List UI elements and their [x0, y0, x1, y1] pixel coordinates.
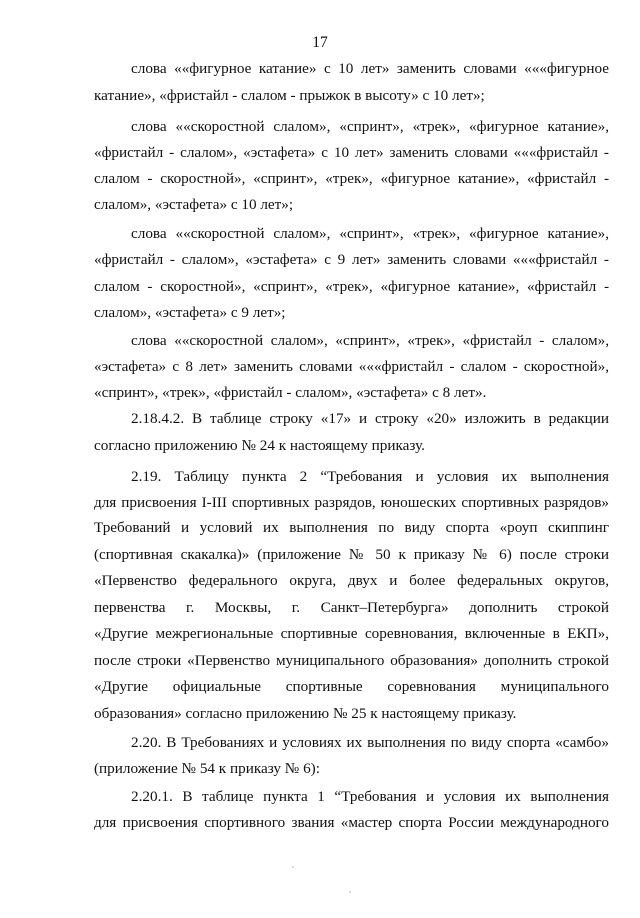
paragraph-line: «Другие межрегиональные спортивные соревнования, включенные в ЕКП»,: [94, 625, 609, 642]
paragraph-line: «фристайл - слалом», «эстафета» с 9 лет» заменить словами «««фристайл -: [94, 251, 609, 268]
paragraph-line: слова ««скоростной слалом», «спринт», «трек», «фигурное катание»,: [131, 225, 609, 242]
paragraph-line: для присвоения спортивного звания «мастер спорта России международного: [94, 814, 609, 831]
paragraph-line: согласно приложению № 24 к настоящему приказу.: [94, 437, 425, 454]
paragraph-line: слова ««фигурное катание» с 10 лет» заменить словами «««фигурное: [131, 60, 609, 77]
paragraph-line: после строки «Первенство муниципального образования» дополнить строкой: [94, 652, 609, 669]
paragraph-line: «фристайл - слалом», «эстафета» с 10 лет» заменить словами «««фристайл -: [94, 144, 609, 161]
paragraph-line: образования» согласно приложению № 25 к настоящему приказу.: [94, 705, 517, 722]
paragraph-line: слалом - скоростной», «спринт», «трек», «фигурное катание», «фристайл -: [94, 170, 609, 187]
paragraph-line: слалом - скоростной», «спринт», «трек», «фигурное катание», «фристайл -: [94, 278, 609, 295]
paragraph-line: «Первенство федерального округа, двух и более федеральных округов,: [94, 572, 609, 589]
scan-speck: [349, 891, 351, 893]
paragraph-line: «эстафета» с 8 лет» заменить словами «««фристайл - слалом - скоростной»,: [94, 358, 609, 375]
paragraph-line: «спринт», «трек», «фристайл - слалом», «эстафета» с 8 лет».: [94, 384, 487, 401]
paragraph-line: 2.18.4.2. В таблице строку «17» и строку «20» изложить в редакции: [131, 410, 609, 427]
paragraph-line: 2.20. В Требованиях и условиях их выполнения по виду спорта «самбо»: [131, 734, 609, 751]
paragraph-line: 2.19. Таблицу пункта 2 “Требования и условия их выполнения: [131, 468, 609, 485]
paragraph-line: катание», «фристайл - слалом - прыжок в высоту» с 10 лет»;: [94, 87, 485, 104]
paragraph-line: слова ««скоростной слалом», «спринт», «трек», «фристайл - слалом»,: [131, 332, 609, 349]
page-number: 17: [312, 34, 328, 51]
scan-speck: [292, 866, 294, 868]
paragraph-line: (спортивная скакалка)» (приложение № 50 к приказу № 6) после строки: [94, 546, 609, 563]
paragraph-line: слалом», «эстафета» с 10 лет»;: [94, 196, 294, 213]
paragraph-line: «Другие официальные спортивные соревнования муниципального: [94, 678, 609, 695]
paragraph-line: слалом», «эстафета» с 9 лет»;: [94, 304, 286, 321]
paragraph-line: первенства г. Москвы, г. Санкт–Петербурга» дополнить строкой: [94, 599, 609, 616]
paragraph-line: 2.20.1. В таблице пункта 1 “Требования и условия их выполнения: [131, 788, 609, 805]
paragraph-line: для присвоения I-III спортивных разрядов, юношеских спортивных разрядов»: [94, 494, 609, 511]
paragraph-line: слова ««скоростной слалом», «спринт», «трек», «фигурное катание»,: [131, 118, 609, 135]
paragraph-line: Требований и условий их выполнения по виду спорта «роуп скиппинг: [94, 519, 609, 536]
paragraph-line: (приложение № 54 к приказу № 6):: [94, 760, 320, 777]
